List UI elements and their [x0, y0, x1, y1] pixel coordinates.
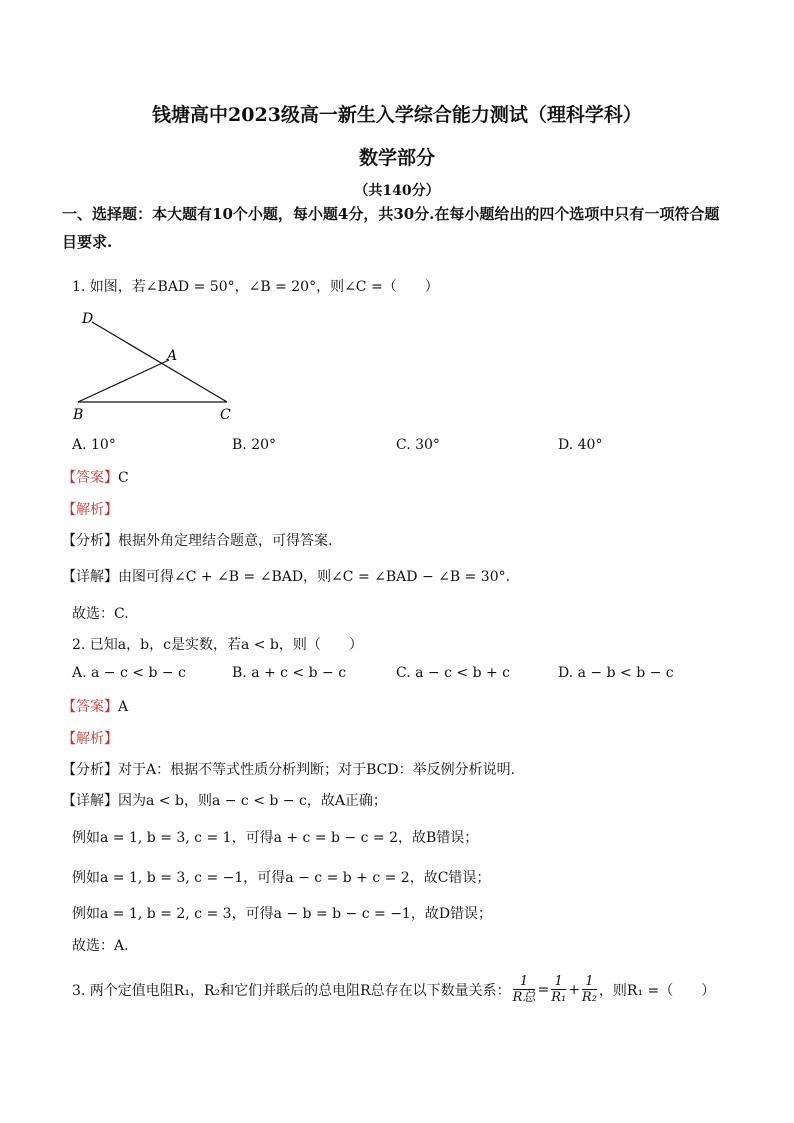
q2-example-3: 例如a = 1, b = 2, c = 3，可得a − b = b − c = −1，故D错误； [72, 906, 493, 922]
analysis-label: 【解析】 [62, 502, 118, 518]
q1-choose: 故选：C. [72, 606, 129, 622]
line-DC [92, 322, 227, 402]
q1-detail-text: 由图可得∠C + ∠B = ∠BAD，则∠C = ∠BAD − ∠B = 30°. [118, 569, 511, 585]
q2-example-2: 例如a = 1, b = 3, c = −1，可得a − c = b + c = 2，故C错误； [72, 870, 491, 886]
q2-answer [62, 696, 128, 716]
point-A: A [167, 348, 178, 364]
detail-label: 【详解】 [62, 793, 118, 809]
fraction-1-over-r2 [582, 975, 597, 1005]
exam-subtitle: 数学部分 [358, 147, 435, 169]
analysis-label: 【解析】 [62, 731, 118, 747]
q1-figure [70, 306, 250, 424]
q1-answer [62, 467, 129, 487]
answer-label: 【答案】 [62, 699, 118, 715]
answer-label: 【答案】 [62, 470, 118, 486]
exam-title: 钱塘高中2023级高一新生入学综合能力测试（理科学科） [152, 104, 642, 126]
frac-den: R₂ [581, 990, 597, 1005]
q2-example-1: 例如a = 1, b = 3, c = 1，可得a + c = b − c = 2，故B错误； [72, 830, 479, 846]
q1-option-b: B. 20° [232, 437, 277, 453]
q1-option-d: D. 40° [558, 437, 603, 453]
q1-option-a: A. 10° [72, 437, 116, 453]
section-heading: 一、选择题：本大题有10个小题，每小题4分，共30分.在每小题给出的四个选项中只有一项符合题目要求. [62, 205, 720, 251]
q2-choose: 故选：A. [72, 938, 129, 954]
frac-num: 1 [582, 975, 597, 990]
q2-fenxi-text: 对于A：根据不等式性质分析判断；对于BCD：举反例分析说明. [118, 762, 516, 778]
exam-total-score: （共140分） [354, 183, 440, 199]
q1-analysis-label [62, 499, 118, 519]
fenxi-label: 【分析】 [62, 762, 118, 778]
q3-stem-a: 3. 两个定值电阻R₁，R₂和它们并联后的总电阻R总存在以下数量关系： [72, 983, 511, 999]
q1-fenxi-text: 根据外角定理结合题意，可得答案. [118, 533, 333, 549]
frac-den: R₁ [551, 990, 567, 1005]
equals-sign: = [537, 982, 550, 998]
point-B: B [73, 407, 84, 423]
frac-num: 1 [551, 975, 566, 990]
q1-fenxi [62, 530, 332, 550]
q2-option-a: A. a − c < b − c [72, 665, 186, 681]
q2-option-d: D. a − b < b − c [558, 665, 674, 681]
line-BA [78, 360, 169, 402]
q2-fenxi [62, 759, 515, 779]
fraction-1-over-r-total [513, 975, 536, 1005]
q2-analysis-label [62, 728, 118, 748]
point-C: C [220, 407, 231, 423]
frac-num: 1 [513, 975, 536, 990]
fenxi-label: 【分析】 [62, 533, 118, 549]
q1-option-c: C. 30° [396, 437, 440, 453]
plus-sign: + [568, 982, 580, 998]
q2-option-c: C. a − c < b + c [396, 665, 510, 681]
q2-answer-value: A [118, 699, 129, 715]
detail-label: 【详解】 [62, 569, 118, 585]
point-D: D [82, 311, 94, 327]
q2-stem: 2. 已知a，b，c是实数，若a < b，则（ ） [72, 637, 363, 653]
q1-answer-value: C [118, 470, 129, 486]
frac-den: R总 [512, 990, 536, 1005]
q2-detail [62, 790, 387, 810]
q3-stem-b: ，则R₁ =（ ） [598, 983, 716, 999]
q1-detail [62, 566, 510, 586]
q3-stem [72, 975, 715, 1005]
q1-stem: 1. 如图，若∠BAD = 50°，∠B = 20°，则∠C =（ ） [72, 279, 439, 295]
q2-detail-text: 因为a < b，则a − c < b − c，故A正确； [118, 793, 387, 809]
fraction-1-over-r1 [551, 975, 566, 1005]
q2-option-b: B. a + c < b − c [232, 665, 347, 681]
